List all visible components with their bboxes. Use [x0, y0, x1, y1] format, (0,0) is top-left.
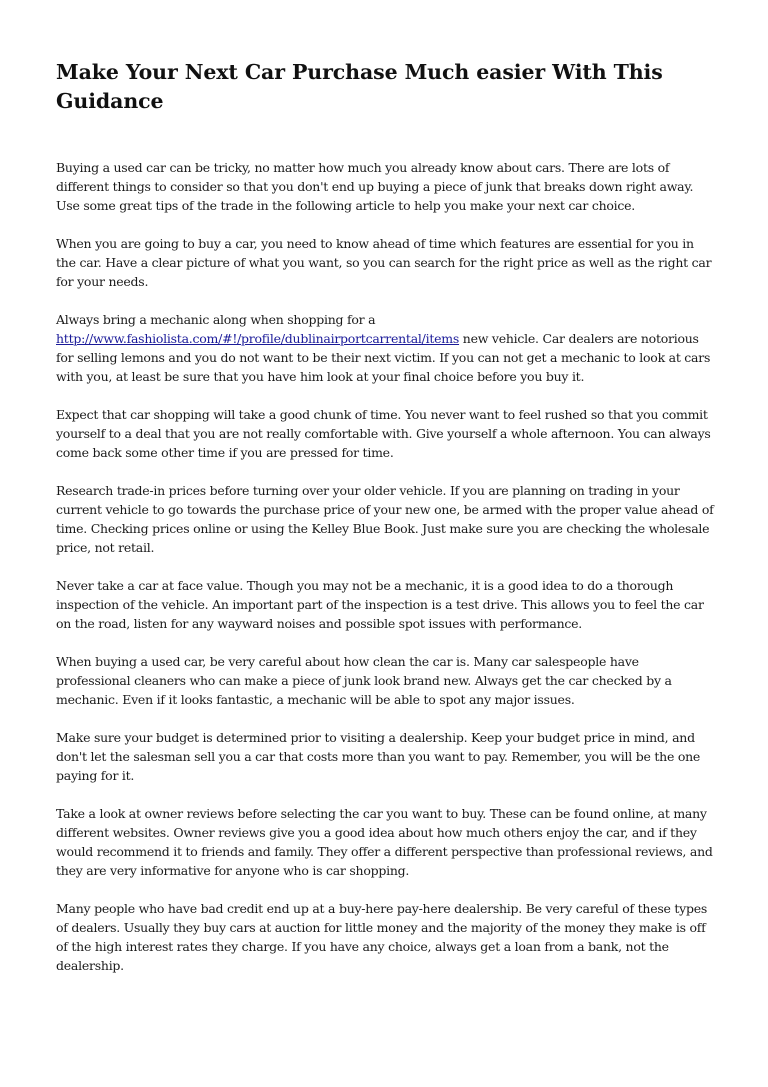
profile-link[interactable]: http://www.fashiolista.com/#!/profile/dublinairportcarrental/items — [56, 331, 460, 346]
article-body — [56, 158, 714, 975]
paragraph-time: Expect that car shopping will take a good chunk of time. You never want to feel rushed so that you commit yourself to a deal that you are not really comfortable with. Give yourself a whole afternoon. You can always come back some other time if you are pressed for time. — [56, 407, 711, 460]
paragraph-trade-in: Research trade-in prices before turning over your older vehicle. If you are planning on trading in your current vehicle to go towards the purchase price of your new one, be armed with the proper value ahead of time. Checking prices online or using the Kelley Blue Book. Just make sure you are checking the wholesale price, not retail. — [56, 483, 714, 555]
paragraph-mechanic-before: Always bring a mechanic along when shopping for a — [56, 312, 376, 327]
paragraph-owner-reviews: Take a look at owner reviews before selecting the car you want to buy. These can be found online, at many different websites. Owner reviews give you a good idea about how much others enjoy the car, and if they would recommend it to friends and family. They offer a different perspective than professional reviews, and they are very informative for anyone who is car shopping. — [56, 806, 713, 878]
paragraph-budget: Make sure your budget is determined prior to visiting a dealership. Keep your budget price in mind, and don't let the salesman sell you a car that costs more than you want to pay. Remember, you will be the one paying for it. — [56, 730, 701, 783]
page-title: Make Your Next Car Purchase Much easier With This Guidance — [56, 60, 663, 113]
paragraph-cleanliness: When buying a used car, be very careful about how clean the car is. Many car salespeople have professional cleaners who can make a piece of junk look brand new. Always get the car checked by a mechanic. Even if it looks fantastic, a mechanic will be able to spot any major issues. — [56, 654, 672, 707]
paragraph-intro: Buying a used car can be tricky, no matter how much you already know about cars. There are lots of different things to consider so that you don't end up buying a piece of junk that breaks down right away. Use some great tips of the trade in the following article to help you make your next car choice. — [56, 160, 694, 213]
paragraph-inspection: Never take a car at face value. Though you may not be a mechanic, it is a good idea to do a thorough inspection of the vehicle. An important part of the inspection is a test drive. This allows you to feel the car on the road, listen for any wayward noises and possible spot issues with performance. — [56, 578, 704, 631]
paragraph-mechanic-after: new vehicle. Car dealers are notorious for selling lemons and you do not want to be their next victim. If you can not get a mechanic to look at cars with you, at least be sure that you have him look at your final choice before you buy it. — [56, 331, 711, 384]
paragraph-credit: Many people who have bad credit end up at a buy-here pay-here dealership. Be very careful of these types of dealers. Usually they buy cars at auction for little money and the majority of the money they make is off of the high interest rates they charge. If you have any choice, always get a loan from a bank, not the dealership. — [56, 901, 708, 973]
paragraph-features: When you are going to buy a car, you need to know ahead of time which features are essential for you in the car. Have a clear picture of what you want, so you can search for the right price as well as the right car for your needs. — [56, 236, 712, 289]
document-page — [56, 58, 714, 994]
paragraph-mechanic — [56, 310, 714, 386]
